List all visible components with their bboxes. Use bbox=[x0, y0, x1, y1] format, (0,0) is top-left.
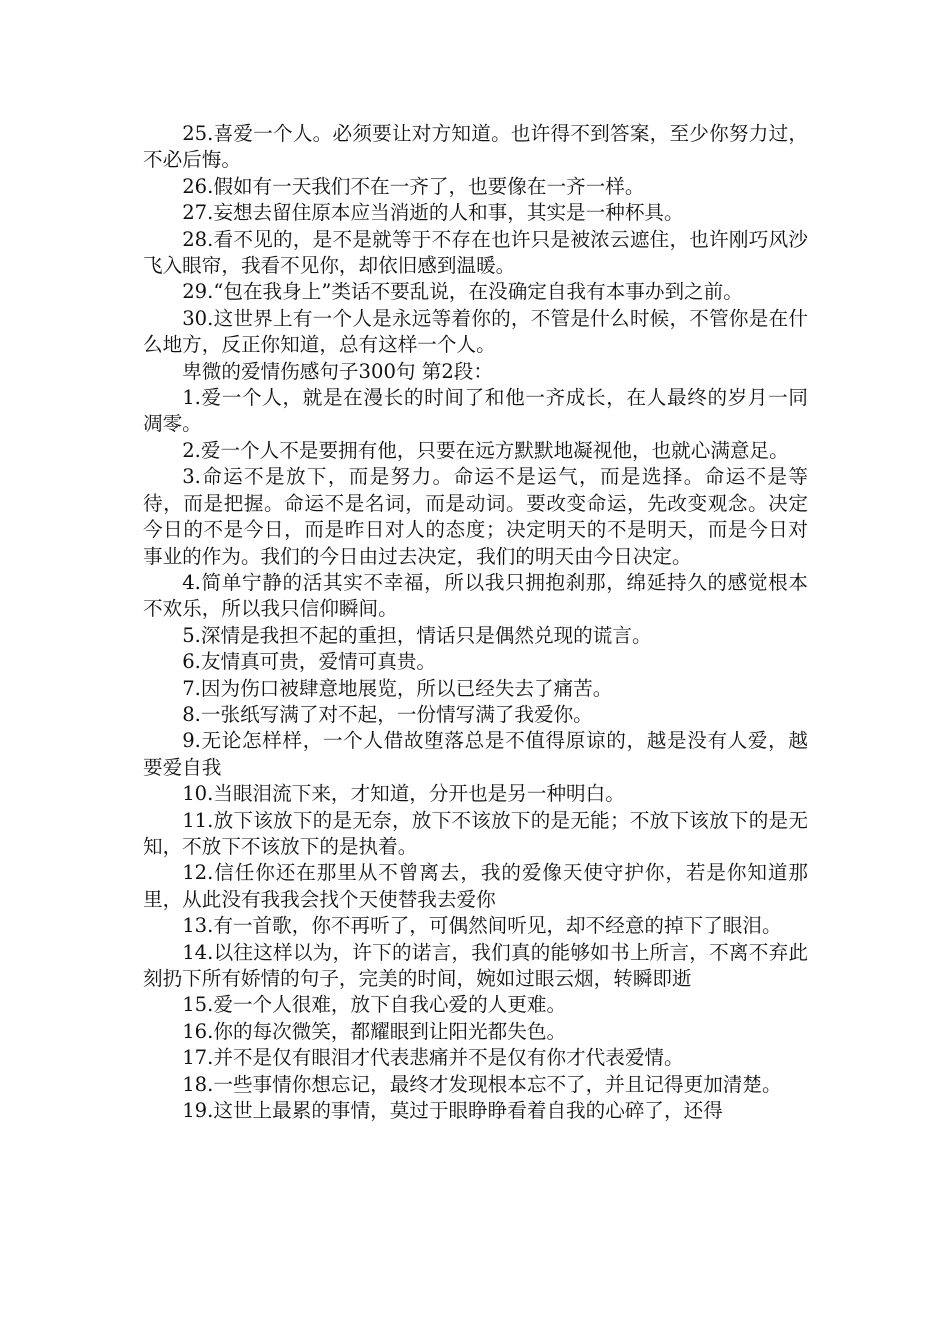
paragraph: 6.友情真可贵，爱情可真贵。 bbox=[182, 650, 437, 674]
paragraph: 29.“包在我身上”类话不要乱说，在没确定自我有本事办到之前。 bbox=[182, 280, 743, 304]
paragraph: 18.一些事情你想忘记，最终才发现根本忘不了，并且记得更加清楚。 bbox=[182, 1072, 782, 1096]
paragraph: 19.这世上最累的事情，莫过于眼睁睁看着自我的心碎了，还得 bbox=[182, 1099, 723, 1123]
paragraph: 15.爱一个人很难，放下自我心爱的人更难。 bbox=[182, 993, 567, 1017]
paragraph: 30.这世界上有一个人是永远等着你的，不管是什么时候，不管你是在什么地方，反正你知道，总有这样一个人。 bbox=[143, 306, 808, 357]
paragraph: 11.放下该放下的是无奈，放下不该放下的是无能；不放下该放下的是无知，不放下不该放下的是执着。 bbox=[143, 808, 808, 858]
document-body bbox=[143, 121, 808, 1124]
paragraph: 5.深情是我担不起的重担，情话只是偶然兑现的谎言。 bbox=[182, 623, 652, 647]
paragraph: 7.因为伤口被肆意地展览，所以已经失去了痛苦。 bbox=[182, 676, 613, 700]
paragraph: 13.有一首歌，你不再听了，可偶然间听见，却不经意的掉下了眼泪。 bbox=[182, 914, 782, 938]
paragraph: 14.以往这样以为，许下的诺言，我们真的能够如书上所言，不离不弃此刻扔下所有娇情的句子，完美的时间，婉如过眼云烟，转瞬即逝 bbox=[143, 940, 808, 990]
paragraph: 3.命运不是放下，而是努力。命运不是运气，而是选择。命运不是等待，而是把握。命运不是名词，而是动词。要改变命运，先改变观念。决定今日的不是今日，而是昨日对人的态度；决定明天的不是明天，而是今日对事业的作为。我们的今日由过去决定，我们的明天由今日决定。 bbox=[143, 465, 808, 568]
paragraph: 10.当眼泪流下来，才知道，分开也是另一种明白。 bbox=[182, 782, 625, 806]
paragraph: 4.简单宁静的活其实不幸福，所以我只拥抱刹那，绵延持久的感觉根本不欢乐，所以我只信仰瞬间。 bbox=[143, 570, 808, 621]
paragraph: 25.喜爱一个人。必须要让对方知道。也许得不到答案，至少你努力过，不必后悔。 bbox=[143, 122, 808, 172]
paragraph: 12.信任你还在那里从不曾离去，我的爱像天使守护你，若是你知道那里，从此没有我我会找个天使替我去爱你 bbox=[143, 861, 808, 911]
paragraph: 8.一张纸写满了对不起，一份情写满了我爱你。 bbox=[182, 702, 593, 726]
section-heading: 卑微的爱情伤感句子300句 第2段： bbox=[182, 359, 493, 383]
paragraph: 1.爱一个人，就是在漫长的时间了和他一齐成长，在人最终的岁月一同凋零。 bbox=[143, 386, 808, 436]
paragraph: 16.你的每次微笑，都耀眼到让阳光都失色。 bbox=[182, 1019, 567, 1043]
paragraph: 26.假如有一天我们不在一齐了，也要像在一齐一样。 bbox=[182, 174, 645, 198]
paragraph: 2.爱一个人不是要拥有他，只要在远方默默地凝视他，也就心满意足。 bbox=[182, 438, 789, 462]
paragraph: 9.无论怎样样，一个人借故堕落总是不值得原谅的，越是没有人爱，越要爱自我 bbox=[143, 729, 808, 779]
paragraph: 17.并不是仅有眼泪才代表悲痛并不是仅有你才代表爱情。 bbox=[182, 1046, 684, 1070]
paragraph: 28.看不见的，是不是就等于不存在也许只是被浓云遮住，也许刚巧风沙飞入眼帘，我看不见你，却依旧感到温暖。 bbox=[143, 227, 808, 278]
paragraph: 27.妄想去留住原本应当消逝的人和事，其实是一种杯具。 bbox=[182, 201, 684, 225]
